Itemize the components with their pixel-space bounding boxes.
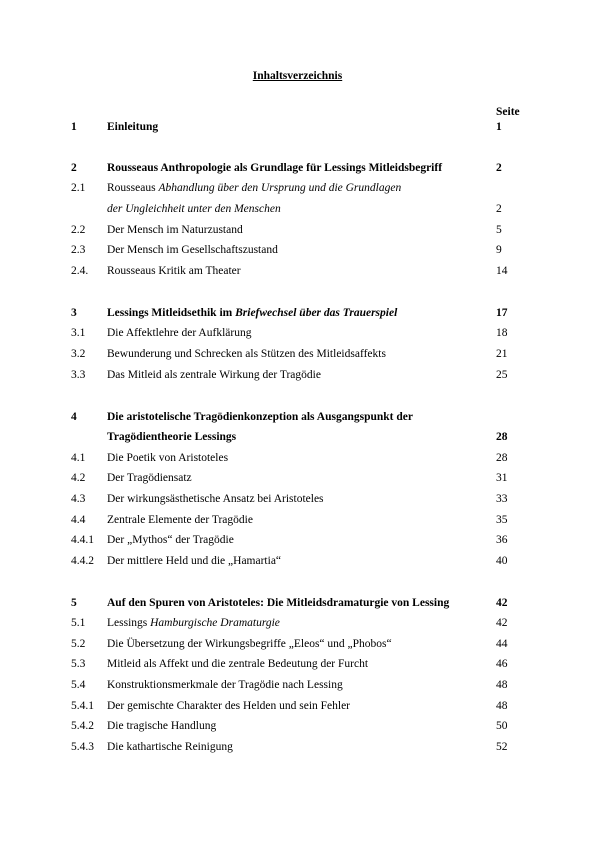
toc-entry (0, 595, 595, 611)
toc-entry-title (107, 222, 243, 238)
toc-entry-title (107, 739, 233, 755)
toc-entry (0, 553, 595, 569)
toc-entry-number: 2.4. (71, 265, 89, 277)
toc-entry-title-part: Die aristotelische Tragödienkonzeption als Ausgangspunkt der (107, 411, 413, 423)
toc-entry-title-part: Lessings Mitleidsethik im (107, 307, 236, 319)
toc-entry-page: 31 (496, 472, 508, 484)
toc-entry (0, 242, 595, 258)
toc-entry (0, 201, 595, 217)
toc-entry-number: 2.3 (71, 244, 86, 256)
toc-entry-page: 2 (496, 162, 502, 174)
toc-entry-page: 42 (496, 617, 508, 629)
toc-entry-title-part: Lessings (107, 617, 151, 629)
toc-entry-title-part: Rousseaus Kritik am Theater (107, 265, 241, 277)
toc-entry-number: 5.2 (71, 638, 86, 650)
toc-entry-title (107, 409, 413, 425)
toc-entry (0, 263, 595, 279)
toc-entry-title (107, 201, 281, 217)
toc-entry-number: 2.2 (71, 224, 86, 236)
toc-entry-title-part: Der Tragödiensatz (107, 472, 192, 484)
toc-entry-title-part: Hamburgische Dramaturgie (150, 617, 280, 629)
page-column-header: Seite (496, 106, 520, 118)
toc-entry-title (107, 119, 158, 135)
toc-entry (0, 305, 595, 321)
toc-entry-title (107, 595, 449, 611)
toc-entry (0, 677, 595, 693)
toc-entry-page: 33 (496, 493, 508, 505)
toc-entry-number: 5.4.1 (71, 700, 94, 712)
toc-entry-number: 4.1 (71, 452, 86, 464)
toc-entry-number: 3 (71, 307, 77, 319)
toc-entry-page: 18 (496, 327, 508, 339)
toc-entry (0, 325, 595, 341)
toc-entry-title (107, 512, 253, 528)
toc-entry (0, 636, 595, 652)
toc-entry-title-part: Die Poetik von Aristoteles (107, 452, 229, 464)
toc-entry-number: 2 (71, 162, 77, 174)
toc-entry-number: 4.4.1 (71, 534, 94, 546)
toc-entry (0, 367, 595, 383)
toc-entry-number: 5.4.2 (71, 720, 94, 732)
toc-entry-title (107, 242, 278, 258)
toc-entry-page: 36 (496, 534, 508, 546)
toc-entry-title (107, 553, 281, 569)
toc-entry-page: 28 (496, 431, 508, 443)
toc-entry-title-part: Abhandlung über den Ursprung und die Grundlagen (158, 182, 402, 194)
toc-entry (0, 739, 595, 755)
toc-entry-page: 48 (496, 700, 508, 712)
toc-entry-number: 3.3 (71, 369, 86, 381)
toc-entry-number: 3.1 (71, 327, 86, 339)
toc-entry-number: 5.4.3 (71, 741, 94, 753)
toc-entry-page: 21 (496, 348, 508, 360)
toc-entry-title (107, 450, 228, 466)
toc-entry-title (107, 656, 368, 672)
toc-entry-page: 25 (496, 369, 508, 381)
toc-entry (0, 470, 595, 486)
toc-entry-title-part: Die tragische Handlung (107, 720, 217, 732)
toc-entry-title (107, 180, 401, 196)
toc-entry (0, 615, 595, 631)
toc-entry-number: 4.2 (71, 472, 86, 484)
toc-entry (0, 450, 595, 466)
toc-entry (0, 656, 595, 672)
toc-entry-title-part: Die Übersetzung der Wirkungsbegriffe „Eleos“ und „Phobos“ (107, 638, 392, 650)
toc-entry-title-part: Bewunderung und Schrecken als Stützen des Mitleidsaffekts (107, 348, 386, 360)
toc-entry-title (107, 346, 386, 362)
toc-entry-page: 14 (496, 265, 508, 277)
toc-entry-number: 3.2 (71, 348, 86, 360)
toc-entry-title-part: Der mittlere Held und die „Hamartia“ (107, 555, 282, 567)
toc-entry-title-part: Rousseaus (107, 182, 159, 194)
toc-entry-number: 5.4 (71, 679, 86, 691)
toc-entry-page: 46 (496, 658, 508, 670)
toc-entry-page: 48 (496, 679, 508, 691)
toc-entry-number: 4.3 (71, 493, 86, 505)
toc-entry-title-part: Der gemischte Charakter des Helden und sein Fehler (107, 700, 351, 712)
toc-entry-title (107, 677, 343, 693)
toc-entry-title-part: Auf den Spuren von Aristoteles: Die Mitleidsdramaturgie von Lessing (107, 597, 450, 609)
toc-entry (0, 119, 595, 135)
toc-entry (0, 429, 595, 445)
toc-entry-title-part: Tragödientheorie Lessings (107, 431, 237, 443)
toc-entry (0, 718, 595, 734)
page-title-text: Inhaltsverzeichnis (252, 70, 343, 82)
toc-entry-number: 1 (71, 121, 77, 133)
toc-entry-number: 4.4 (71, 514, 86, 526)
toc-entry-title (107, 429, 236, 445)
toc-entry (0, 698, 595, 714)
toc-entry-title-part: Der Mensch im Naturzustand (107, 224, 243, 236)
toc-entry-title (107, 367, 321, 383)
toc-entry-title (107, 532, 234, 548)
toc-entry-page: 44 (496, 638, 508, 650)
toc-entry-page: 2 (496, 203, 502, 215)
toc-entry-page: 28 (496, 452, 508, 464)
toc-entry-title-part: Der wirkungsästhetische Ansatz bei Aristoteles (107, 493, 324, 505)
toc-entry-title (107, 718, 216, 734)
toc-entry (0, 180, 595, 196)
toc-entry-title (107, 305, 397, 321)
toc-entry-title-part: Das Mitleid als zentrale Wirkung der Tragödie (107, 369, 321, 381)
toc-entry (0, 346, 595, 362)
toc-entry-page: 9 (496, 244, 502, 256)
toc-entry-page: 5 (496, 224, 502, 236)
toc-entry-title (107, 636, 392, 652)
toc-entry-title (107, 160, 442, 176)
toc-entry-page: 1 (496, 121, 502, 133)
toc-entry (0, 222, 595, 238)
toc-entry-number: 4 (71, 411, 77, 423)
toc-entry-number: 5.3 (71, 658, 86, 670)
toc-entry-title-part: Einleitung (107, 121, 159, 133)
toc-entry (0, 532, 595, 548)
toc-entry-title-part: der Ungleichheit unter den Menschen (107, 203, 281, 215)
toc-entry-page: 35 (496, 514, 508, 526)
toc-entry-number: 2.1 (71, 182, 86, 194)
toc-entry-page: 52 (496, 741, 508, 753)
toc-entry (0, 491, 595, 507)
toc-entry-title-part: Briefwechsel über das Trauerspiel (235, 307, 398, 319)
page-title (0, 70, 595, 82)
toc-entry-page: 40 (496, 555, 508, 567)
toc-entry-title (107, 698, 350, 714)
toc-entry-title (107, 615, 280, 631)
toc-entry-title (107, 491, 324, 507)
toc-entry-page: 42 (496, 597, 508, 609)
toc-entry-title-part: Mitleid als Affekt und die zentrale Bedeutung der Furcht (107, 658, 369, 670)
toc-entry (0, 160, 595, 176)
toc-entry-title-part: Zentrale Elemente der Tragödie (107, 514, 253, 526)
toc-entry-title (107, 263, 241, 279)
toc-entry-number: 5.1 (71, 617, 86, 629)
toc-entry-title (107, 325, 251, 341)
toc-entry-title-part: Der Mensch im Gesellschaftszustand (107, 244, 278, 256)
toc-entry-title (107, 470, 192, 486)
toc-entry-title-part: Die kathartische Reinigung (107, 741, 233, 753)
toc-entry-title-part: Konstruktionsmerkmale der Tragödie nach Lessing (107, 679, 343, 691)
toc-entry (0, 512, 595, 528)
toc-entry-title-part: Der „Mythos“ der Tragödie (107, 534, 234, 546)
toc-entry-page: 17 (496, 307, 508, 319)
toc-entry (0, 409, 595, 425)
toc-entry-title-part: Rousseaus Anthropologie als Grundlage für Lessings Mitleidsbegriff (107, 162, 443, 174)
toc-entry-number: 5 (71, 597, 77, 609)
toc-entry-title-part: Die Affektlehre der Aufklärung (107, 327, 252, 339)
toc-entry-number: 4.4.2 (71, 555, 94, 567)
toc-entry-page: 50 (496, 720, 508, 732)
